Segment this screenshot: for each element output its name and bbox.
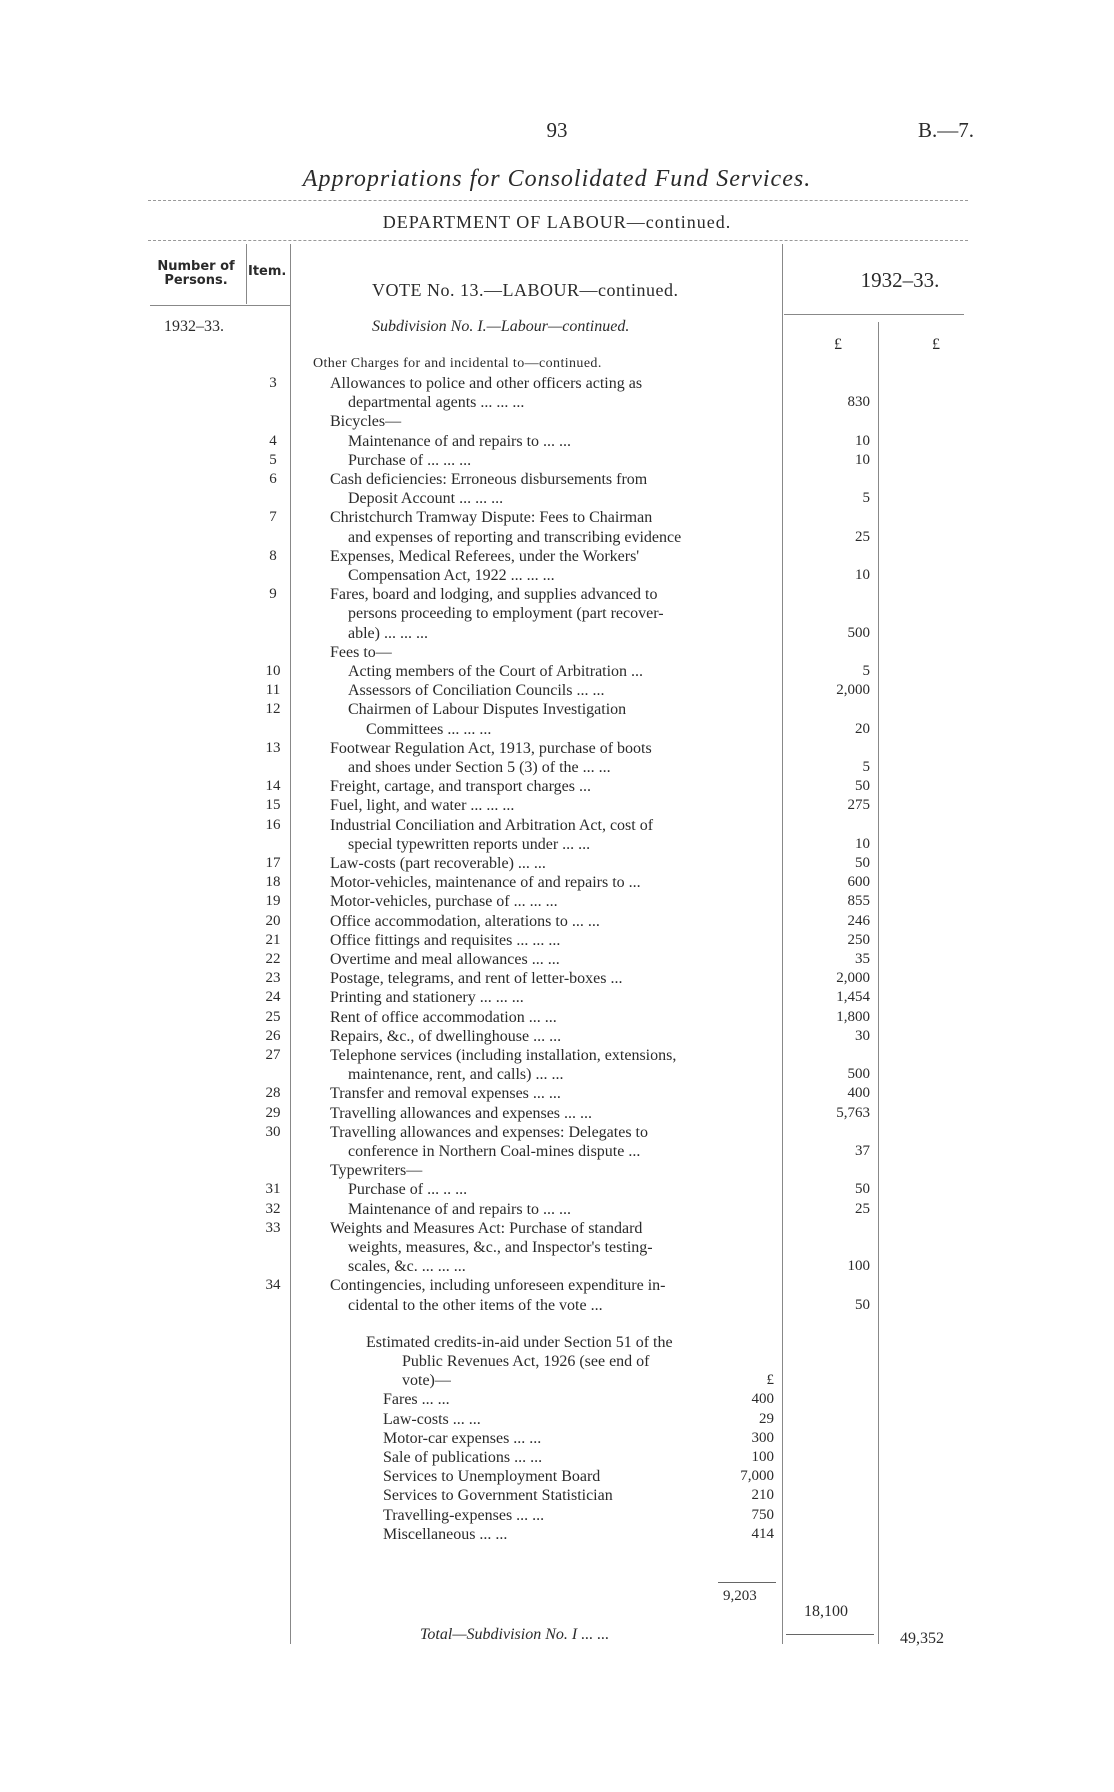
item-description: Christchurch Tramway Dispute: Fees to Chairman <box>330 509 653 527</box>
item-number: 9 <box>269 586 277 603</box>
item-number: 7 <box>269 509 277 526</box>
item-description: cidental to the other items of the vote ... <box>348 1296 603 1314</box>
page-title: Appropriations for Consolidated Fund Services. <box>302 166 812 192</box>
credit-label: Sale of publications ... ... <box>383 1449 543 1466</box>
credits-total-rule <box>718 1582 776 1583</box>
credits-heading: Public Revenues Act, 1926 (see end of <box>402 1353 650 1370</box>
item-number: 24 <box>265 989 281 1006</box>
item-amount: 500 <box>847 1066 870 1083</box>
item-description: Weights and Measures Act: Purchase of standard <box>330 1219 643 1237</box>
total-label: Total—Subdivision No. I ... ... <box>420 1626 610 1643</box>
item-description: and shoes under Section 5 (3) of the ... ... <box>348 759 611 776</box>
item-description: Compensation Act, 1922 ... ... ... <box>348 567 555 584</box>
item-amount: 37 <box>855 1143 870 1159</box>
credits-heading: vote)— <box>402 1372 451 1390</box>
item-number: 32 <box>265 1200 281 1217</box>
item-description: Transfer and removal expenses ... ... <box>330 1085 561 1103</box>
credit-label: Services to Unemployment Board <box>383 1468 601 1486</box>
item-amount: 25 <box>855 528 870 545</box>
item-number: 4 <box>269 432 277 449</box>
item-number: 11 <box>265 682 281 699</box>
item-description: Maintenance of and repairs to ... ... <box>348 432 572 450</box>
year-header: 1932–33. <box>860 268 940 292</box>
item-description: special typewritten reports under ... ... <box>348 835 591 853</box>
department-heading: DEPARTMENT OF LABOUR—continued. <box>382 212 732 232</box>
item-amount: 10 <box>855 835 870 852</box>
subtotal-rule <box>786 1634 874 1635</box>
item-header: Item. <box>248 264 287 279</box>
item-number: 13 <box>265 739 281 756</box>
item-amount: 50 <box>855 778 870 795</box>
item-number: 27 <box>265 1047 281 1063</box>
item-description: Fares, board and lodging, and supplies advanced to <box>330 586 658 604</box>
item-description: Typewriters— <box>330 1162 423 1180</box>
paper-code: B.—7. <box>917 118 974 142</box>
item-description: Rent of office accommodation ... ... <box>330 1008 557 1026</box>
credits-pound: £ <box>766 1372 774 1389</box>
item-description: Office fittings and requisites ... ... ... <box>330 931 561 949</box>
item-description: Postage, telegrams, and rent of letter-boxes ... <box>330 970 623 988</box>
item-amount: 600 <box>847 874 870 891</box>
item-description: Fuel, light, and water ... ... ... <box>330 797 515 815</box>
total-value: 49,352 <box>900 1630 944 1647</box>
item-number: 6 <box>269 471 277 487</box>
item-number: 34 <box>265 1277 281 1294</box>
item-number: 23 <box>265 970 281 987</box>
item-number: 16 <box>265 816 281 833</box>
item-description: Travelling allowances and expenses ... ... <box>330 1104 593 1122</box>
item-amount: 855 <box>847 893 870 910</box>
item-amount: 5 <box>862 490 870 507</box>
item-number: 15 <box>265 797 281 814</box>
item-amount: 275 <box>847 797 870 814</box>
item-description: departmental agents ... ... ... <box>348 394 525 412</box>
item-description: Bicycles— <box>330 413 402 431</box>
item-number: 12 <box>265 701 281 718</box>
item-number: 26 <box>265 1027 281 1044</box>
item-description: Repairs, &c., of dwellinghouse ... ... <box>330 1027 562 1045</box>
item-amount: 5 <box>862 759 870 775</box>
item-amount: 2,000 <box>836 970 870 987</box>
item-amount: 50 <box>855 1181 870 1198</box>
credit-amount: 414 <box>751 1525 774 1542</box>
pound-symbol: £ <box>932 336 940 353</box>
item-number: 33 <box>265 1219 281 1236</box>
credits-heading: Estimated credits-in-aid under Section 51 of the <box>366 1333 673 1351</box>
item-description: scales, &c. ... ... ... <box>348 1258 466 1276</box>
item-description: Expenses, Medical Referees, under the Workers' <box>330 547 640 565</box>
item-description: Contingencies, including unforeseen expenditure in- <box>330 1277 666 1295</box>
item-description: Fees to— <box>330 643 392 661</box>
item-amount: 246 <box>847 912 870 929</box>
item-description: Deposit Account ... ... ... <box>348 490 504 508</box>
credit-label: Fares ... ... <box>383 1391 450 1409</box>
item-description: Printing and stationery ... ... ... <box>330 989 524 1007</box>
credit-amount: 210 <box>751 1487 774 1504</box>
item-number: 31 <box>265 1181 281 1198</box>
item-description: Purchase of ... ... ... <box>348 451 472 469</box>
item-amount: 30 <box>855 1027 870 1044</box>
item-number: 28 <box>265 1085 281 1102</box>
item-amount: 25 <box>855 1200 870 1217</box>
item-description: Footwear Regulation Act, 1913, purchase of boots <box>330 739 652 757</box>
item-number: 19 <box>265 893 281 910</box>
item-number: 18 <box>265 874 281 891</box>
item-number: 22 <box>265 951 281 967</box>
item-description: weights, measures, &c., and Inspector's testing- <box>348 1239 653 1256</box>
item-description: Acting members of the Court of Arbitration ... <box>348 663 644 680</box>
item-number: 17 <box>265 855 281 871</box>
credit-amount: 750 <box>751 1506 774 1523</box>
section-heading: Other Charges for and incidental to—continued. <box>313 356 602 371</box>
subdivision-heading: Subdivision No. I.—Labour—continued. <box>372 318 630 335</box>
page-number: 93 <box>546 118 568 142</box>
item-amount: 20 <box>855 720 870 737</box>
item-number: 8 <box>269 547 277 564</box>
vote-heading: VOTE No. 13.—LABOUR—continued. <box>372 280 679 300</box>
subtotal-value: 18,100 <box>804 1603 848 1620</box>
item-number: 5 <box>269 451 277 468</box>
item-number: 3 <box>269 375 277 391</box>
credit-label: Services to Government Statistician <box>383 1487 613 1505</box>
item-amount: 400 <box>847 1085 870 1102</box>
item-amount: 1,454 <box>836 989 870 1006</box>
item-description: Assessors of Conciliation Councils ... ... <box>348 682 605 700</box>
item-description: Office accommodation, alterations to ... ... <box>330 912 600 930</box>
item-description: Industrial Conciliation and Arbitration Act, cost of <box>330 816 654 834</box>
item-description: Committees ... ... ... <box>366 720 492 738</box>
item-description: Telephone services (including installation, extensions, <box>330 1047 677 1064</box>
item-amount: 830 <box>847 394 870 411</box>
item-description: Cash deficiencies: Erroneous disbursements from <box>330 471 648 488</box>
item-description: persons proceeding to employment (part recover- <box>348 605 664 623</box>
credit-label: Travelling-expenses ... ... <box>383 1506 545 1524</box>
item-amount: 10 <box>855 432 870 449</box>
item-description: Travelling allowances and expenses: Delegates to <box>330 1123 648 1141</box>
credit-amount: 7,000 <box>740 1468 774 1485</box>
item-amount: 250 <box>847 931 870 948</box>
pound-symbol: £ <box>834 336 842 353</box>
item-description: Motor-vehicles, maintenance of and repairs to ... <box>330 874 641 892</box>
credit-amount: 29 <box>759 1410 774 1427</box>
item-amount: 10 <box>855 451 870 468</box>
item-description: Purchase of ... .. ... <box>348 1181 468 1199</box>
credit-amount: 100 <box>751 1449 774 1465</box>
item-description: Chairmen of Labour Disputes Investigation <box>348 701 627 719</box>
item-number: 25 <box>265 1008 281 1025</box>
number-of-persons-header: Number of Persons. <box>157 259 235 288</box>
item-description: Allowances to police and other officers acting as <box>330 375 643 392</box>
item-number: 30 <box>265 1123 281 1140</box>
item-amount: 10 <box>855 567 870 583</box>
credits-total: 9,203 <box>723 1588 757 1604</box>
item-number: 10 <box>265 663 281 679</box>
item-amount: 500 <box>847 624 870 641</box>
item-description: Maintenance of and repairs to ... ... <box>348 1200 572 1218</box>
credit-label: Miscellaneous ... ... <box>383 1525 508 1543</box>
item-number: 21 <box>265 931 281 948</box>
credit-amount: 400 <box>751 1391 774 1408</box>
item-amount: 35 <box>855 951 870 967</box>
item-description: able) ... ... ... <box>348 624 428 642</box>
item-number: 20 <box>265 912 281 929</box>
item-description: and expenses of reporting and transcribing evidence <box>348 528 682 546</box>
credit-label: Motor-car expenses ... ... <box>383 1429 542 1447</box>
item-amount: 50 <box>855 855 870 871</box>
item-amount: 1,800 <box>836 1008 870 1025</box>
item-amount: 100 <box>847 1258 870 1275</box>
credit-label: Law-costs ... ... <box>383 1410 481 1428</box>
item-number: 14 <box>265 778 281 795</box>
item-description: Law-costs (part recoverable) ... ... <box>330 855 546 872</box>
item-description: maintenance, rent, and calls) ... ... <box>348 1066 564 1084</box>
item-amount: 50 <box>855 1296 870 1313</box>
item-amount: 5,763 <box>836 1104 870 1121</box>
item-amount: 2,000 <box>836 682 870 699</box>
item-description: Freight, cartage, and transport charges ... <box>330 778 591 796</box>
item-description: Motor-vehicles, purchase of ... ... ... <box>330 893 558 911</box>
item-number: 29 <box>265 1104 281 1121</box>
item-description: conference in Northern Coal-mines dispute ... <box>348 1143 641 1160</box>
item-description: Overtime and meal allowances ... ... <box>330 951 560 968</box>
item-amount: 5 <box>862 663 870 679</box>
credit-amount: 300 <box>751 1429 774 1446</box>
persons-year: 1932–33. <box>164 318 224 335</box>
